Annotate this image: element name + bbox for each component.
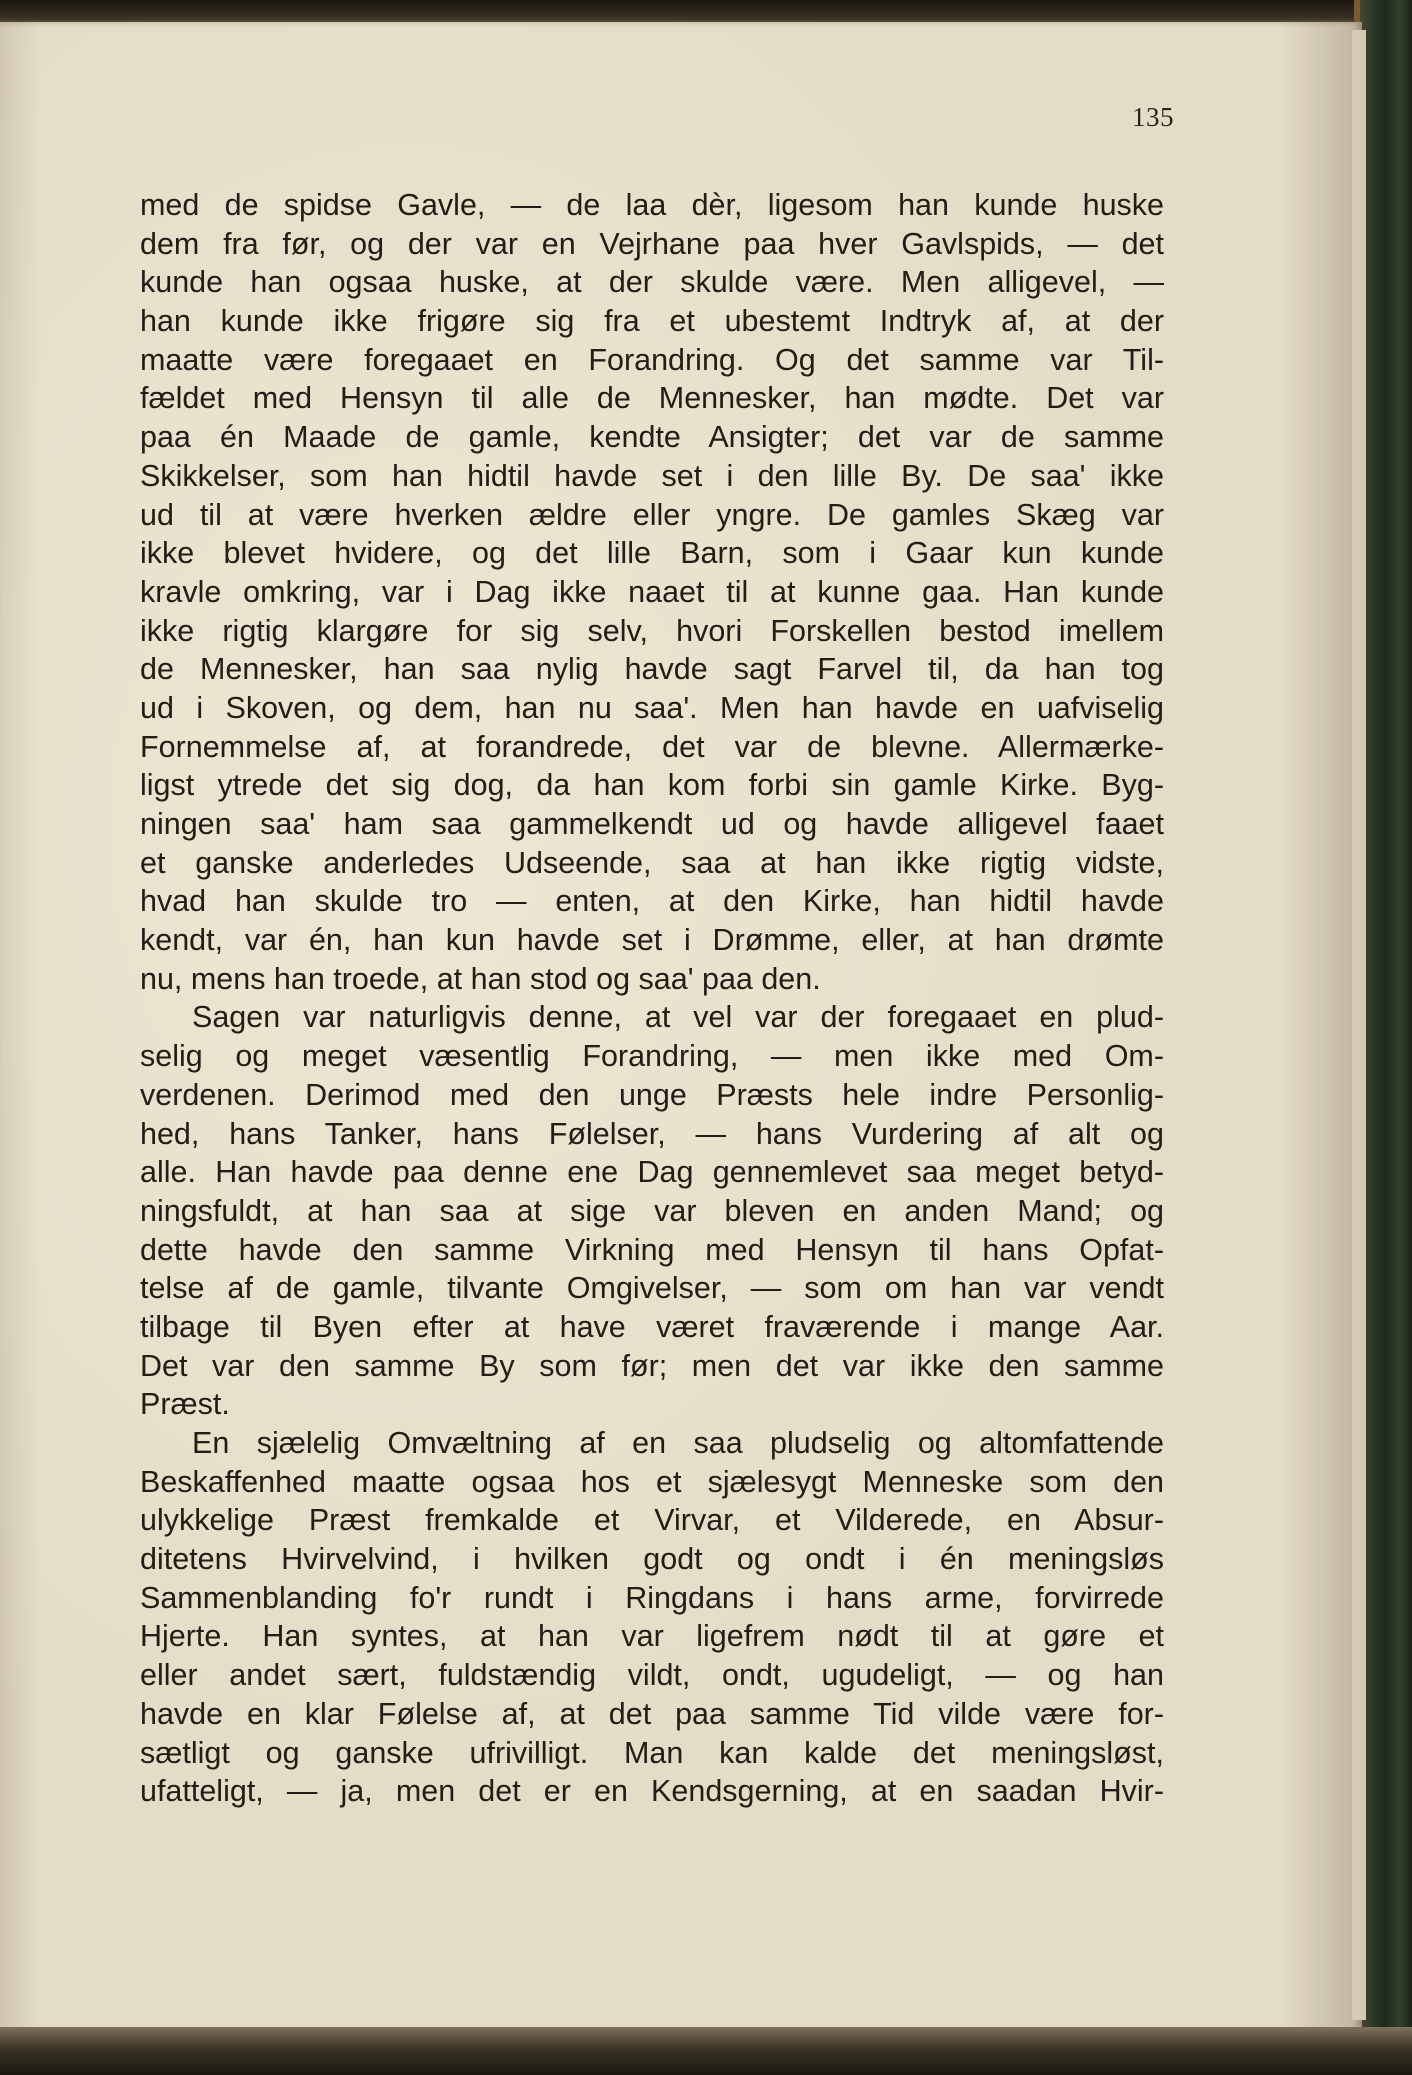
text-line: nu, mens han troede, at han stod og saa' paa den. (140, 961, 821, 996)
text-line: kendt, var én, han kun havde set i Drømme, eller, at han drømte (140, 923, 1164, 958)
text-line: Sammenblanding fo'r rundt i Ringdans i hans arme, forvirrede (140, 1580, 1164, 1615)
text-line: sætligt og ganske ufrivilligt. Man kan kalde det meningsløst, (140, 1735, 1164, 1770)
text-line: alle. Han havde paa denne ene Dag gennemlevet saa meget betyd- (140, 1155, 1164, 1190)
page-stack-edge (1352, 30, 1366, 2020)
text-line: maatte være foregaaet en Forandring. Og det samme var Til- (140, 342, 1164, 377)
text-line: Fornemmelse af, at forandrede, det var de blevne. Allermærke- (140, 729, 1164, 764)
text-line: Skikkelser, som han hidtil havde set i den lille By. De saa' ikke (140, 458, 1164, 493)
text-line: selig og meget væsentlig Forandring, — men ikke med Om- (140, 1039, 1164, 1074)
text-line: de Mennesker, han saa nylig havde sagt Farvel til, da han tog (140, 652, 1164, 687)
text-line: ud til at være hverken ældre eller yngre. De gamles Skæg var (140, 497, 1164, 532)
text-line: et ganske anderledes Udseende, saa at han ikke rigtig vidste, (140, 845, 1164, 880)
text-line: En sjælelig Omvæltning af en saa pludselig og altomfattende (192, 1426, 1164, 1460)
text-line: Det var den samme By som før; men det var ikke den samme (140, 1348, 1164, 1383)
text-line: Sagen var naturligvis denne, at vel var der foregaaet en plud- (192, 1000, 1164, 1035)
text-line: Hjerte. Han syntes, at han var ligefrem nødt til at gøre et (140, 1619, 1164, 1654)
text-line: fældet med Hensyn til alle de Mennesker, han mødte. Det var (140, 381, 1164, 416)
body-text (140, 186, 1164, 1811)
text-line: hed, hans Tanker, hans Følelser, — hans Vurdering af alt og (140, 1116, 1164, 1151)
text-line: dette havde den samme Virkning med Hensyn til hans Opfat- (140, 1232, 1164, 1267)
text-line: paa én Maade de gamle, kendte Ansigter; det var de samme (140, 420, 1164, 455)
page-number: 135 (1132, 102, 1174, 132)
text-line: ningen saa' ham saa gammelkendt ud og havde alligevel faaet (140, 807, 1164, 841)
text-line: havde en klar Følelse af, at det paa samme Tid vilde være for- (140, 1696, 1164, 1731)
text-line: med de spidse Gavle, — de laa dèr, ligesom han kunde huske (140, 188, 1164, 222)
text-line: kunde han ogsaa huske, at der skulde være. Men alligevel, — (140, 265, 1164, 300)
text-line: ufatteligt, — ja, men det er en Kendsgerning, at en saadan Hvir- (140, 1774, 1164, 1809)
text-line: dem fra før, og der var en Vejrhane paa hver Gavlspids, — det (140, 226, 1164, 261)
text-line: ningsfuldt, at han saa at sige var bleven en anden Mand; og (140, 1193, 1164, 1228)
text-line: ligst ytrede det sig dog, da han kom forbi sin gamle Kirke. Byg- (140, 768, 1164, 803)
text-line: kravle omkring, var i Dag ikke naaet til at kunne gaa. Han kunde (140, 574, 1164, 609)
text-line: verdenen. Derimod med den unge Præsts hele indre Personlig- (140, 1077, 1164, 1112)
scan-bottom-edge (0, 2027, 1412, 2075)
text-line: telse af de gamle, tilvante Omgivelser, — som om han var vendt (140, 1271, 1164, 1306)
text-line: ikke blevet hvidere, og det lille Barn, som i Gaar kun kunde (140, 536, 1164, 571)
text-line: ikke rigtig klargøre for sig selv, hvori Forskellen bestod imellem (140, 613, 1164, 648)
text-line: ud i Skoven, og dem, han nu saa'. Men han havde en uafviselig (140, 690, 1164, 725)
text-line: Beskaffenhed maatte ogsaa hos et sjælesygt Menneske som den (140, 1464, 1164, 1499)
text-line: tilbage til Byen efter at have været fraværende i mange Aar. (140, 1309, 1164, 1344)
text-line: Præst. (140, 1387, 230, 1422)
text-line: ditetens Hvirvelvind, i hvilken godt og ondt i én meningsløs (140, 1542, 1164, 1577)
text-line: han kunde ikke frigøre sig fra et ubestemt Indtryk af, at der (140, 304, 1164, 339)
text-line: eller andet sært, fuldstændig vildt, ondt, ugudeligt, — og han (140, 1658, 1164, 1693)
text-line: ulykkelige Præst fremkalde et Virvar, et Vilderede, en Absur- (140, 1503, 1164, 1538)
text-line: hvad han skulde tro — enten, at den Kirke, han hidtil havde (140, 884, 1164, 919)
